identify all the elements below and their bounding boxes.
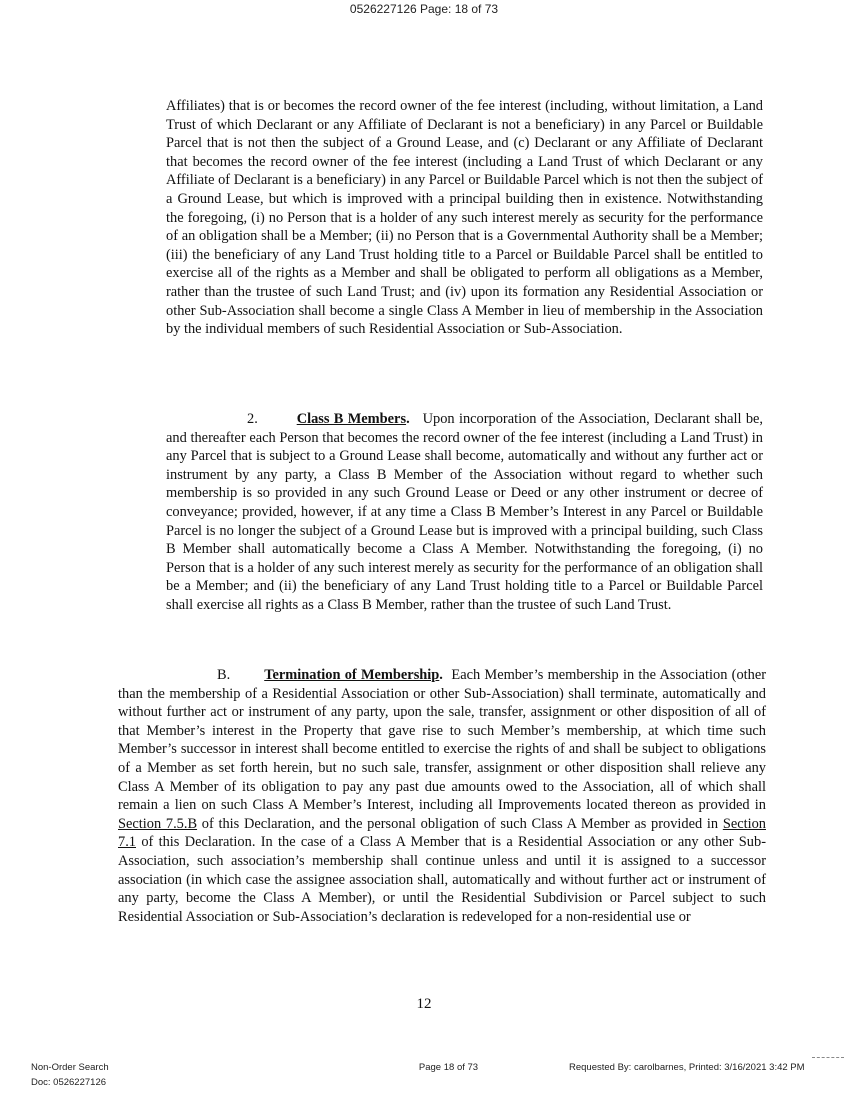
section-text-termination-a: Each Member’s membership in the Association (other than the membership of a Residential Association or other Sub-Association) shall terminate, automatically and without further act or instrument of any party, upon the sale, transfer, assignment or other disposition of all of that Member’s interest in the Property that gave rise to such Member’s membership, at which time such Member’s successor in interest shall become entitled to exercise the rights of and shall be subject to obligations of a Member as set forth herein, but no such sale, transfer, assignment or other disposition shall relieve any Class A Member of its obligation to pay any past due amounts owed to the Association, all of which shall remain a lien on such Class A Member’s Interest, including all Improvements located thereon as provided in [118, 667, 767, 814]
paragraph-class-b-members: 2. Class B Members. Upon incorporation of the Association, Declarant shall be, and thereafter each Person that becomes the record owner of the fee interest (including a Land Trust) in any Parcel that is subject to a Ground Lease shall become, automatically and without any further act or instrument by any party, a Class B Member of the Association without regard to whether such membership is so provided in any such Ground Lease or Deed or any other instrument or decree of conveyance; provided, however, if at any time a Class B Member’s Interest in any Parcel or Buildable Parcel is no longer the subject of a Ground Lease but is improved with a principal building, such Class B Member shall automatically become a Class A Member. Notwithstanding the foregoing, (i) no Person that is a holder of any such interest merely as security for the performance of an obligation shall be a Member; and (ii) the beneficiary of any Land Trust holding title to a Parcel or Buildable Parcel shall exercise all rights as a Class B Member, rather than the trustee of such Land Trust. [166, 411, 763, 613]
section-text-termination-b: of this Declaration, and the personal obligation of such Class A Member as provided in [201, 815, 719, 832]
cross-reference-section-7-5-b: Section 7.5.B [118, 815, 198, 832]
page-number: 12 [416, 996, 432, 1012]
paragraph-termination-of-membership: B. Termination of Membership. Each Member’s membership in the Association (other than the membership of a Residential Association or other Sub-Association) shall terminate, automatically and without further act or instrument of any party, upon the sale, transfer, assignment or other disposition of all of that Member’s interest in the Property that gave rise to such Member’s membership, at which time such Member’s successor in interest shall become entitled to exercise the rights of and shall be subject to obligations of a Member as set forth herein, but no such sale, transfer, assignment or other disposition shall relieve any Class A Member of its obligation to pay any past due amounts owed to the Association, all of which shall remain a lien on such Class A Member’s Interest, including all Improvements located thereon as provided in Section 7.5.B of this Declaration, and the personal obligation of such Class A Member as provided in Section 7.1 of this Declaration. In the case of a Class A Member that is a Residential Association or any other Sub-Association, such association’s membership shall continue unless and until it is assigned to a successor association (in which case the assignee association shall, automatically and without further act or instrument of any party, become the Class A Member), or until the Residential Subdivision or Parcel subject to such Residential Association or Sub-Association’s declaration is redeveloped for a non-residential use or [118, 667, 767, 925]
footer-doc-id: Doc: 0526227126 [31, 1077, 107, 1088]
section-text-class-b-members: Upon incorporation of the Association, Declarant shall be, and thereafter each Person that becomes the record owner of the fee interest (including a Land Trust) in any Parcel that is subject to a Ground Lease shall become, automatically and without any further act or instrument by any party, a Class B Member of the Association without regard to whether such membership is so provided in any such Ground Lease or Deed or any other instrument or decree of conveyance; provided, however, if at any time a Class B Member’s Interest in any Parcel or Buildable Parcel is no longer the subject of a Ground Lease but is improved with a principal building, such Class B Member shall automatically become a Class A Member. Notwithstanding the foregoing, (i) no Person that is a holder of any such interest merely as security for the performance of an obligation shall be a Member; and (ii) the beneficiary of any Land Trust holding title to a Parcel or Buildable Parcel shall exercise all rights as a Class B Member, rather than the trustee of such Land Trust. [166, 411, 763, 613]
section-number: 2. [247, 411, 258, 427]
footer-divider [812, 1057, 844, 1058]
footer-search-type: Non-Order Search [31, 1062, 109, 1073]
footer-requested-by: Requested By: carolbarnes, Printed: 3/16/2021 3:42 PM [569, 1062, 805, 1073]
footer-page-count: Page 18 of 73 [418, 1062, 479, 1073]
section-text-termination-c: of this Declaration. In the case of a Class A Member that is a Residential Association or any other Sub-Association, such association’s membership shall continue unless and until it is assigned to a successor association (in which case the assignee association shall, automatically and without further act or instrument of any party, become the Class A Member), or until the Residential Subdivision or Parcel subject to such Residential Association or Sub-Association’s declaration is redeveloped for a non-residential use or [118, 834, 766, 925]
page-header: 0526227126 Page: 18 of 73 [349, 2, 499, 16]
section-letter: B. [217, 667, 231, 683]
paragraph-class-a-continued: Affiliates) that is or becomes the record owner of the fee interest (including, without limitation, a Land Trust of which Declarant or any Affiliate of Declarant is not a beneficiary) in any Parcel or Buildable Parcel that is not then the subject of a Ground Lease, and (c) Declarant or any Affiliate of Declarant that becomes the record owner of the fee interest (including a Land Trust of which Declarant or any Affiliate of Declarant is a beneficiary) in any Parcel or Buildable Parcel which is not then the subject of a Ground Lease, but which is improved with a principal building then in existence. Notwithstanding the foregoing, (i) no Person that is a holder of any such interest merely as security for the performance of an obligation shall be a Member; (ii) no Person that is a Governmental Authority shall be a Member; (iii) the beneficiary of any Land Trust holding title to a Parcel or Buildable Parcel shall be entitled to exercise all of the rights as a Member and shall be obligated to perform all obligations as a Member, rather than the trustee of such Land Trust; and (iv) upon its formation any Residential Association or other Sub-Association shall become a single Class A Member in lieu of membership in the Association by the individual members of such Residential Association or Sub-Association. [166, 98, 763, 338]
section-heading-termination: Termination of Membership [264, 667, 440, 683]
section-heading-class-b-members: Class B Members [296, 411, 407, 427]
cross-reference-section-7-1: Section 7.1 [118, 815, 766, 851]
